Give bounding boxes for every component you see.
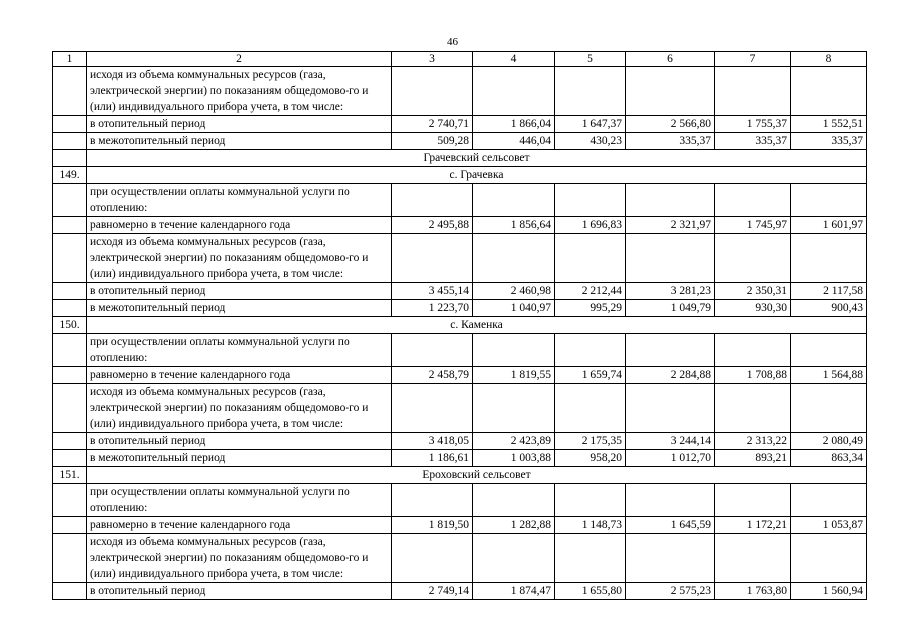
table-row	[53, 300, 867, 317]
section-row	[53, 317, 867, 334]
value-cell: 1 040,97	[473, 300, 555, 317]
row-description: в отопительный период	[87, 433, 392, 450]
value-cell	[473, 534, 555, 583]
value-cell: 3 244,14	[626, 433, 715, 450]
text-row	[53, 334, 867, 367]
value-cell: 1 708,88	[715, 367, 791, 384]
value-cell	[555, 384, 626, 433]
text-row	[53, 384, 867, 433]
table-row	[53, 433, 867, 450]
value-cell: 1 223,70	[392, 300, 473, 317]
value-cell: 1 172,21	[715, 517, 791, 534]
text-row	[53, 234, 867, 283]
value-cell	[626, 67, 715, 116]
value-cell: 2 423,89	[473, 433, 555, 450]
value-cell: 893,21	[715, 450, 791, 467]
value-cell	[715, 534, 791, 583]
value-cell: 1 282,88	[473, 517, 555, 534]
value-cell: 2 321,97	[626, 217, 715, 234]
row-number	[53, 116, 87, 133]
text-row	[53, 184, 867, 217]
row-number	[53, 484, 87, 517]
value-cell: 1 696,83	[555, 217, 626, 234]
value-cell: 1 186,61	[392, 450, 473, 467]
value-cell	[555, 334, 626, 367]
value-cell: 1 552,51	[791, 116, 867, 133]
table-body	[53, 52, 867, 600]
header-cell: 3	[392, 52, 473, 67]
value-cell	[791, 234, 867, 283]
value-cell	[392, 184, 473, 217]
section-row	[53, 150, 867, 167]
page-number: 46	[447, 36, 458, 48]
value-cell: 1 819,50	[392, 517, 473, 534]
row-number	[53, 534, 87, 583]
value-cell: 430,23	[555, 133, 626, 150]
value-cell	[473, 484, 555, 517]
section-title: с. Грачевка	[87, 167, 867, 184]
row-description: в отопительный период	[87, 583, 392, 600]
value-cell: 2 460,98	[473, 283, 555, 300]
row-number	[53, 300, 87, 317]
value-cell	[791, 534, 867, 583]
value-cell: 1 003,88	[473, 450, 555, 467]
row-description: равномерно в течение календарного года	[87, 367, 392, 384]
value-cell: 3 418,05	[392, 433, 473, 450]
value-cell	[392, 384, 473, 433]
value-cell	[555, 484, 626, 517]
value-cell: 995,29	[555, 300, 626, 317]
table-row	[53, 116, 867, 133]
value-cell: 3 455,14	[392, 283, 473, 300]
text-row	[53, 484, 867, 517]
header-cell: 2	[87, 52, 392, 67]
row-description: равномерно в течение календарного года	[87, 217, 392, 234]
value-cell	[626, 334, 715, 367]
section-row	[53, 167, 867, 184]
value-cell: 446,04	[473, 133, 555, 150]
value-cell	[715, 484, 791, 517]
value-cell: 1 856,64	[473, 217, 555, 234]
value-cell: 2 175,35	[555, 433, 626, 450]
row-number	[53, 133, 87, 150]
row-number	[53, 234, 87, 283]
value-cell: 2 284,88	[626, 367, 715, 384]
row-description: исходя из объема коммунальных ресурсов (газа, электрической энергии) по показаниям общедомово-го и (или) индивидуального прибора учета, в том числе:	[87, 384, 392, 433]
value-cell	[715, 334, 791, 367]
header-cell: 6	[626, 52, 715, 67]
row-number: 150.	[53, 317, 87, 334]
header-cell: 5	[555, 52, 626, 67]
value-cell: 1 647,37	[555, 116, 626, 133]
value-cell	[715, 184, 791, 217]
value-cell: 1 049,79	[626, 300, 715, 317]
value-cell	[392, 67, 473, 116]
value-cell: 335,37	[791, 133, 867, 150]
row-description: в межотопительный период	[87, 450, 392, 467]
table-row	[53, 283, 867, 300]
value-cell	[473, 184, 555, 217]
value-cell: 1 560,94	[791, 583, 867, 600]
table-row	[53, 450, 867, 467]
tariff-table	[52, 51, 867, 600]
table-row	[53, 583, 867, 600]
value-cell: 2 080,49	[791, 433, 867, 450]
value-cell: 1 645,59	[626, 517, 715, 534]
value-cell: 900,43	[791, 300, 867, 317]
row-description: в межотопительный период	[87, 300, 392, 317]
value-cell: 1 763,80	[715, 583, 791, 600]
value-cell: 335,37	[626, 133, 715, 150]
row-description: исходя из объема коммунальных ресурсов (газа, электрической энергии) по показаниям общедомово-го и (или) индивидуального прибора учета, в том числе:	[87, 234, 392, 283]
row-number	[53, 217, 87, 234]
header-cell: 1	[53, 52, 87, 67]
value-cell: 930,30	[715, 300, 791, 317]
value-cell	[715, 234, 791, 283]
row-description: при осуществлении оплаты коммунальной услуги по отоплению:	[87, 334, 392, 367]
value-cell	[473, 67, 555, 116]
table-row	[53, 517, 867, 534]
value-cell: 2 749,14	[392, 583, 473, 600]
row-description: при осуществлении оплаты коммунальной услуги по отоплению:	[87, 184, 392, 217]
text-row	[53, 534, 867, 583]
section-row	[53, 467, 867, 484]
row-description: исходя из объема коммунальных ресурсов (газа, электрической энергии) по показаниям общедомово-го и (или) индивидуального прибора учета, в том числе:	[87, 67, 392, 116]
row-description: равномерно в течение календарного года	[87, 517, 392, 534]
row-description: в межотопительный период	[87, 133, 392, 150]
row-number: 151.	[53, 467, 87, 484]
row-number	[53, 450, 87, 467]
value-cell	[791, 334, 867, 367]
value-cell	[791, 67, 867, 116]
value-cell: 1 819,55	[473, 367, 555, 384]
value-cell	[626, 534, 715, 583]
value-cell: 3 281,23	[626, 283, 715, 300]
value-cell: 1 601,97	[791, 217, 867, 234]
row-number: 149.	[53, 167, 87, 184]
value-cell	[473, 234, 555, 283]
value-cell: 1 866,04	[473, 116, 555, 133]
row-number	[53, 150, 87, 167]
value-cell: 2 212,44	[555, 283, 626, 300]
value-cell	[392, 234, 473, 283]
value-cell: 863,34	[791, 450, 867, 467]
value-cell: 2 740,71	[392, 116, 473, 133]
header-cell: 7	[715, 52, 791, 67]
value-cell	[791, 184, 867, 217]
row-number	[53, 517, 87, 534]
value-cell: 1 874,47	[473, 583, 555, 600]
text-row	[53, 67, 867, 116]
value-cell: 958,20	[555, 450, 626, 467]
row-description: в отопительный период	[87, 116, 392, 133]
row-number	[53, 283, 87, 300]
row-number	[53, 384, 87, 433]
row-description: исходя из объема коммунальных ресурсов (газа, электрической энергии) по показаниям общедомово-го и (или) индивидуального прибора учета, в том числе:	[87, 534, 392, 583]
header-cell: 4	[473, 52, 555, 67]
value-cell: 2 458,79	[392, 367, 473, 384]
section-title: Грачевский сельсовет	[87, 150, 867, 167]
value-cell	[626, 384, 715, 433]
value-cell: 335,37	[715, 133, 791, 150]
value-cell	[555, 184, 626, 217]
table-row	[53, 133, 867, 150]
table-row	[53, 367, 867, 384]
value-cell: 1 148,73	[555, 517, 626, 534]
value-cell: 1 655,80	[555, 583, 626, 600]
section-title: Ероховский сельсовет	[87, 467, 867, 484]
value-cell	[392, 334, 473, 367]
section-title: с. Каменка	[87, 317, 867, 334]
value-cell: 509,28	[392, 133, 473, 150]
row-number	[53, 67, 87, 116]
row-number	[53, 184, 87, 217]
value-cell	[555, 534, 626, 583]
value-cell	[555, 234, 626, 283]
value-cell: 1 745,97	[715, 217, 791, 234]
value-cell	[473, 384, 555, 433]
value-cell	[392, 534, 473, 583]
header-row	[53, 52, 867, 67]
value-cell	[626, 184, 715, 217]
value-cell	[392, 484, 473, 517]
row-description: при осуществлении оплаты коммунальной услуги по отоплению:	[87, 484, 392, 517]
value-cell: 2 495,88	[392, 217, 473, 234]
value-cell	[791, 384, 867, 433]
row-description: в отопительный период	[87, 283, 392, 300]
value-cell: 1 659,74	[555, 367, 626, 384]
row-number	[53, 433, 87, 450]
value-cell: 2 575,23	[626, 583, 715, 600]
value-cell: 2 350,31	[715, 283, 791, 300]
value-cell: 2 566,80	[626, 116, 715, 133]
value-cell	[715, 67, 791, 116]
value-cell: 1 564,88	[791, 367, 867, 384]
value-cell	[473, 334, 555, 367]
row-number	[53, 334, 87, 367]
value-cell	[791, 484, 867, 517]
row-number	[53, 367, 87, 384]
value-cell: 1 053,87	[791, 517, 867, 534]
header-cell: 8	[791, 52, 867, 67]
value-cell: 1 755,37	[715, 116, 791, 133]
value-cell	[555, 67, 626, 116]
value-cell	[626, 234, 715, 283]
value-cell: 1 012,70	[626, 450, 715, 467]
value-cell	[626, 484, 715, 517]
value-cell: 2 313,22	[715, 433, 791, 450]
table-row	[53, 217, 867, 234]
row-number	[53, 583, 87, 600]
value-cell	[715, 384, 791, 433]
value-cell: 2 117,58	[791, 283, 867, 300]
